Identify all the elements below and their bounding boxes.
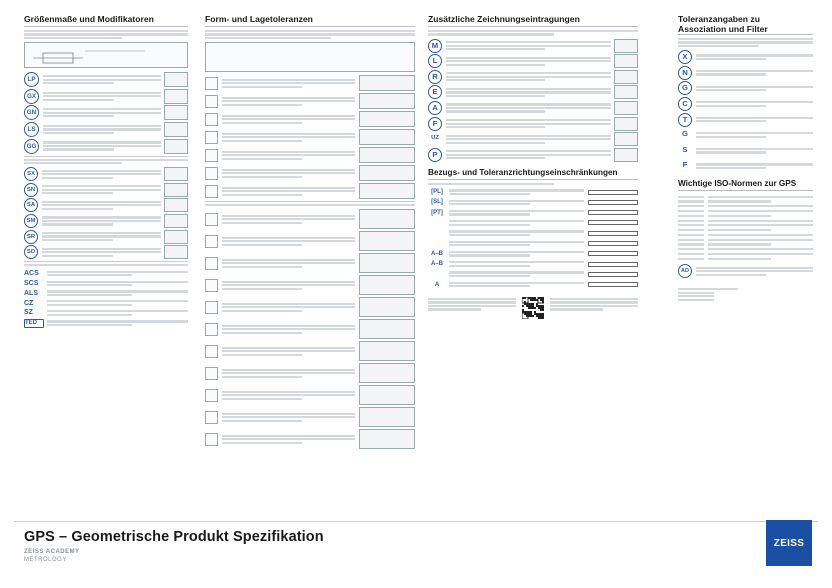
tolerance-row — [205, 319, 415, 339]
tolerance-description — [222, 185, 355, 197]
col2-title: Form- und Lagetoleranzen — [205, 14, 415, 27]
modifier-symbol: SR — [24, 230, 38, 244]
modifier-symbol: LP — [24, 72, 39, 87]
modifier-row — [24, 198, 188, 212]
tolerance-description — [222, 301, 355, 313]
datum-symbol: [PT] — [431, 209, 443, 216]
modifier-description — [42, 200, 161, 212]
feature-control-frame — [588, 190, 638, 195]
datum-row — [428, 229, 638, 237]
feature-control-frame — [588, 241, 638, 246]
modifier-description — [47, 269, 188, 277]
modifier-code: ALS — [24, 289, 38, 297]
modifier-row — [24, 289, 188, 297]
tolerance-description — [222, 433, 355, 445]
address-block — [678, 288, 738, 301]
col4-title-line1 — [678, 14, 813, 34]
modifier-description — [696, 69, 813, 77]
modifier-symbol: SA — [24, 198, 38, 212]
modifier-symbol: GN — [24, 105, 39, 120]
modifier-code: SZ — [24, 309, 33, 317]
academy-name: ZEISS ACADEMY — [24, 549, 80, 555]
tolerance-symbol-icon — [205, 411, 218, 424]
modifier-list-c — [24, 269, 188, 327]
tolerance-symbol-icon — [205, 185, 218, 198]
feature-control-frame — [588, 210, 638, 215]
modifier-row — [24, 299, 188, 307]
modifier-symbol: X — [678, 50, 692, 64]
modifier-row — [24, 183, 188, 197]
tolerance-description — [222, 279, 355, 291]
modifier-figure — [164, 139, 188, 154]
modifier-row — [678, 97, 813, 111]
tolerance-row — [205, 147, 415, 163]
datum-description — [449, 229, 584, 237]
modifier-list-a — [24, 72, 188, 153]
tolerance-description — [222, 95, 355, 107]
modifier-figure — [614, 70, 638, 84]
modifier-figure — [164, 72, 188, 87]
modifier-symbol: R — [428, 70, 442, 84]
modifier-row — [24, 122, 188, 137]
ad-symbol: AD — [678, 264, 692, 278]
modifier-description — [47, 319, 188, 327]
modifier-code: ACS — [24, 269, 39, 277]
datum-restriction-list — [428, 188, 638, 289]
ad-row — [678, 264, 813, 278]
tolerance-symbol-icon — [205, 323, 218, 336]
feature-control-frame — [588, 282, 638, 287]
modifier-symbol: P — [428, 148, 442, 162]
modifier-figure — [614, 85, 638, 99]
datum-row — [428, 198, 638, 206]
tolerance-figure — [359, 147, 415, 163]
modifier-description — [446, 87, 611, 99]
feature-control-frame — [588, 220, 638, 225]
modifier-symbol: T — [678, 113, 692, 127]
tolerance-symbol-icon — [205, 257, 218, 270]
tolerance-row — [205, 363, 415, 383]
shaft-drawing — [25, 43, 187, 69]
tolerance-figure — [359, 183, 415, 199]
iso-norm-list — [678, 194, 813, 261]
modifier-code: SCS — [24, 279, 39, 287]
modifier-description — [446, 40, 611, 52]
modifier-description — [42, 215, 161, 227]
modifier-row — [24, 269, 188, 277]
tolerance-list-a — [205, 75, 415, 199]
modifier-figure — [614, 148, 638, 162]
col4-title: Toleranzangaben zu Assoziation und Filter — [678, 14, 768, 34]
tolerance-description — [222, 411, 355, 423]
datum-description — [449, 219, 584, 227]
modifier-figure — [164, 198, 188, 212]
modifier-symbol: SX — [24, 167, 38, 181]
tolerance-list-b — [205, 209, 415, 449]
tolerance-figure — [359, 363, 415, 383]
modifier-symbol: UZ — [431, 135, 439, 142]
col2-drawing — [205, 42, 415, 72]
modifier-row — [428, 101, 638, 115]
modifier-list-b — [24, 167, 188, 259]
col4-subtitle: Wichtige ISO-Normen zur GPS — [678, 179, 813, 191]
tolerance-description — [222, 149, 355, 161]
modifier-code: TED — [24, 319, 44, 328]
feature-control-frame — [588, 262, 638, 267]
tolerance-figure — [359, 129, 415, 145]
datum-symbol: [SL] — [431, 199, 443, 206]
datum-row — [428, 188, 638, 196]
tolerance-figure — [359, 111, 415, 127]
modifier-symbol: F — [428, 117, 442, 131]
modifier-figure — [614, 39, 638, 53]
modifier-symbol: SM — [24, 214, 38, 228]
column-additional-entries — [428, 14, 638, 319]
tolerance-description — [222, 345, 355, 357]
column-form-position — [205, 14, 415, 451]
modifier-figure — [164, 183, 188, 197]
tolerance-figure — [359, 253, 415, 273]
modifier-symbol: S — [682, 144, 688, 154]
modifier-row — [678, 159, 813, 173]
modifier-row — [24, 230, 188, 244]
modifier-figure — [164, 230, 188, 244]
tolerance-figure — [359, 429, 415, 449]
datum-description — [449, 209, 584, 217]
modifier-description — [43, 107, 161, 119]
modifier-description — [43, 124, 161, 136]
modifier-row — [24, 245, 188, 259]
tolerance-row — [205, 297, 415, 317]
tolerance-description — [222, 323, 355, 335]
academy-sub: METROLOGY — [24, 556, 67, 563]
modifier-description — [696, 84, 813, 92]
zeiss-logo-text: ZEISS — [773, 537, 805, 549]
datum-description — [449, 188, 584, 196]
tolerance-row — [205, 407, 415, 427]
datum-symbol: [PL] — [431, 189, 443, 196]
modifier-symbol: C — [678, 97, 692, 111]
tolerance-figure — [359, 341, 415, 361]
tolerance-description — [222, 113, 355, 125]
modifier-row — [428, 54, 638, 68]
column-size-dimensions — [24, 14, 188, 329]
tolerance-description — [222, 257, 355, 269]
datum-description — [449, 260, 584, 268]
tolerance-row — [205, 165, 415, 181]
tolerance-symbol-icon — [205, 213, 218, 226]
modifier-description — [446, 55, 611, 67]
tolerance-description — [222, 235, 355, 247]
modifier-description — [696, 162, 813, 170]
tolerance-row — [205, 253, 415, 273]
modifier-description — [446, 71, 611, 83]
tolerance-symbol-icon — [205, 77, 218, 90]
modifier-figure — [614, 132, 638, 146]
modifier-description — [446, 149, 611, 161]
tolerance-description — [222, 213, 355, 225]
modifier-figure — [614, 54, 638, 68]
modifier-row — [678, 113, 813, 127]
modifier-symbol: G — [682, 129, 688, 139]
modifier-row — [678, 144, 813, 158]
col3-title: Zusätzliche Zeichnungseintragungen — [428, 14, 638, 27]
modifier-description — [696, 53, 813, 61]
modifier-row — [678, 128, 813, 142]
tolerance-figure — [359, 275, 415, 295]
tolerance-description — [222, 167, 355, 179]
modifier-description — [47, 279, 188, 287]
modifier-figure — [164, 245, 188, 259]
tolerance-figure — [359, 165, 415, 181]
datum-description — [449, 198, 584, 206]
modifier-description — [43, 90, 161, 102]
feature-control-frame — [588, 251, 638, 256]
modifier-row — [24, 72, 188, 87]
modifier-description — [47, 299, 188, 307]
datum-row — [428, 260, 638, 268]
datum-symbol: A — [434, 281, 440, 288]
tolerance-description — [222, 367, 355, 379]
tolerance-symbol-icon — [205, 113, 218, 126]
tolerance-symbol-icon — [205, 301, 218, 314]
col3-subtitle: Bezugs- und Toleranzrichtungseinschränkungen — [428, 168, 638, 180]
tolerance-row — [205, 75, 415, 91]
col1-title: Größenmaße und Modifikatoren — [24, 14, 188, 27]
feature-control-frame — [588, 200, 638, 205]
association-modifier-list — [678, 50, 813, 173]
tolerance-figure — [359, 407, 415, 427]
iso-norm-row — [678, 256, 813, 261]
modifier-description — [47, 289, 188, 297]
tolerance-figure — [359, 75, 415, 91]
tolerance-symbol-icon — [205, 131, 218, 144]
tolerance-row — [205, 93, 415, 109]
col3-footer-note-2 — [550, 297, 638, 319]
tolerance-row — [205, 231, 415, 251]
modifier-row — [24, 279, 188, 287]
modifier-description — [696, 100, 813, 108]
datum-symbol: A–B — [430, 261, 443, 267]
modifier-row — [678, 81, 813, 95]
modifier-figure — [164, 89, 188, 104]
modifier-row — [24, 214, 188, 228]
tolerance-row — [205, 183, 415, 199]
modifier-description — [42, 184, 161, 196]
modifier-description — [43, 74, 161, 86]
tolerance-figure — [359, 385, 415, 405]
modifier-symbol: N — [678, 66, 692, 80]
tolerance-row — [205, 429, 415, 449]
tolerance-description — [222, 77, 355, 89]
modifier-symbol: SD — [24, 245, 38, 259]
modifier-description — [446, 118, 611, 130]
datum-description — [449, 280, 584, 288]
modifier-description — [696, 115, 813, 123]
tolerance-row — [205, 111, 415, 127]
academy-label — [24, 549, 80, 564]
modifier-row — [428, 70, 638, 84]
tolerance-figure — [359, 297, 415, 317]
modifier-description — [446, 133, 611, 145]
tolerance-symbol-icon — [205, 367, 218, 380]
modifier-symbol: GG — [24, 139, 39, 154]
datum-symbol: A–B — [430, 250, 443, 257]
tolerance-figure — [359, 231, 415, 251]
modifier-symbol: G — [678, 81, 692, 95]
modifier-description — [43, 140, 161, 152]
datum-row — [428, 209, 638, 217]
modifier-description — [47, 309, 188, 317]
modifier-row — [24, 139, 188, 154]
modifier-figure — [164, 167, 188, 181]
modifier-description — [696, 147, 813, 155]
modifier-figure — [164, 105, 188, 120]
modifier-symbol: F — [682, 160, 688, 170]
modifier-figure — [164, 122, 188, 137]
modifier-description — [42, 246, 161, 258]
datum-row — [428, 219, 638, 227]
modifier-row — [428, 39, 638, 53]
datum-row — [428, 280, 638, 288]
datum-row — [428, 250, 638, 258]
tolerance-row — [205, 129, 415, 145]
modifier-symbol: LS — [24, 122, 39, 137]
poster-title: GPS – Geometrische Produkt Spezifikation — [24, 529, 324, 545]
footer-rule — [14, 521, 818, 522]
modifier-description — [696, 131, 813, 139]
datum-description — [449, 250, 584, 258]
modifier-description — [42, 231, 161, 243]
tolerance-symbol-icon — [205, 279, 218, 292]
modifier-symbol: SN — [24, 183, 38, 197]
feature-control-frame — [588, 272, 638, 277]
modifier-symbol: A — [428, 101, 442, 115]
modifier-symbol: GX — [24, 89, 39, 104]
tolerance-symbol-icon — [205, 345, 218, 358]
tolerance-symbol-icon — [205, 95, 218, 108]
modifier-row — [24, 319, 188, 328]
modifier-row — [428, 85, 638, 99]
modifier-figure — [614, 117, 638, 131]
col1-drawing — [24, 42, 188, 68]
datum-description — [449, 239, 584, 247]
tolerance-symbol-icon — [205, 389, 218, 402]
tolerance-row — [205, 275, 415, 295]
tolerance-symbol-icon — [205, 433, 218, 446]
modifier-code: CZ — [24, 299, 34, 307]
modifier-symbol: L — [428, 54, 442, 68]
modifier-figure — [614, 101, 638, 115]
modifier-row — [428, 148, 638, 162]
column-association-filter — [678, 14, 813, 302]
tolerance-figure — [359, 93, 415, 109]
modifier-figure — [164, 214, 188, 228]
modifier-row — [678, 66, 813, 80]
datum-row — [428, 239, 638, 247]
tolerance-symbol-icon — [205, 235, 218, 248]
additional-modifier-list — [428, 39, 638, 162]
modifier-row — [678, 50, 813, 64]
modifier-row — [428, 117, 638, 131]
modifier-description — [42, 168, 161, 180]
tolerance-row — [205, 341, 415, 361]
tolerance-symbol-icon — [205, 149, 218, 162]
col3-footer-note — [428, 297, 516, 319]
tolerance-figure — [359, 319, 415, 339]
modifier-row — [24, 89, 188, 104]
zeiss-logo — [766, 520, 812, 566]
col1-intro — [24, 30, 188, 39]
col3-footer — [428, 297, 638, 319]
tolerance-description — [222, 389, 355, 401]
tolerance-row — [205, 209, 415, 229]
tolerance-row — [205, 385, 415, 405]
qr-code-icon — [522, 297, 544, 319]
modifier-row — [428, 132, 638, 146]
modifier-symbol: E — [428, 85, 442, 99]
modifier-symbol: M — [428, 39, 442, 53]
feature-control-frame — [588, 231, 638, 236]
datum-row — [428, 270, 638, 278]
tolerance-description — [222, 131, 355, 143]
datum-description — [449, 270, 584, 278]
modifier-row — [24, 105, 188, 120]
modifier-row — [24, 309, 188, 317]
tolerance-figure — [359, 209, 415, 229]
modifier-description — [446, 102, 611, 114]
modifier-row — [24, 167, 188, 181]
tolerance-symbol-icon — [205, 167, 218, 180]
